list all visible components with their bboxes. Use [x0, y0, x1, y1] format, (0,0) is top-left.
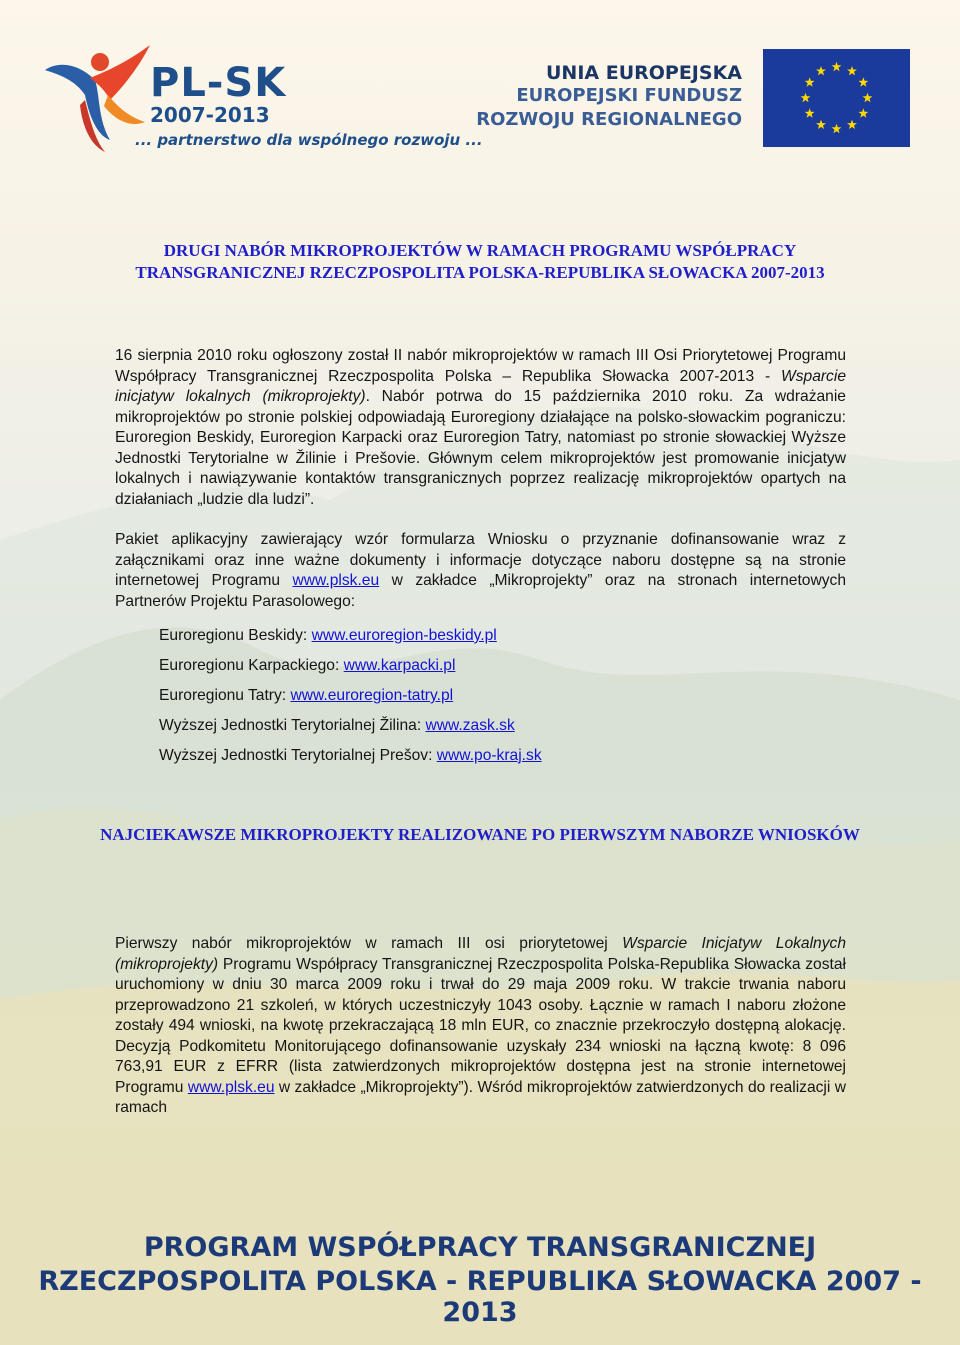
partner-label: Euroregionu Tatry:: [159, 687, 291, 704]
section-1-heading: DRUGI NABÓR MIKROPROJEKTÓW W RAMACH PROGRAMU WSPÓŁPRACY TRANSGRANICZNEJ RZECZPOSPOLITA POLSKA-REPUBLIKA SŁOWACKA 2007-2013: [135, 241, 825, 282]
partner-link-karpacki[interactable]: www.karpacki.pl: [343, 657, 456, 674]
eu-line-3: ROZWOJU REGIONALNEGO: [476, 109, 742, 130]
plsk-link[interactable]: www.plsk.eu: [292, 572, 380, 589]
paragraph-3: [115, 934, 846, 1119]
paragraph-3-text-c: w zakładce „Mikroprojekty”). Wśród mikroprojektów zatwierdzonych do realizacji w ramach: [115, 1078, 846, 1116]
partner-label: Wyższej Jednostki Terytorialnej Žilina:: [159, 717, 426, 734]
list-item: [159, 681, 542, 711]
paragraph-3-text-a: Pierwszy nabór mikroprojektów w ramach III osi priorytetowej: [115, 935, 623, 952]
partner-link-presov[interactable]: www.po-kraj.sk: [436, 747, 542, 764]
partner-label: Euroregionu Beskidy:: [159, 627, 312, 644]
partner-link-beskidy[interactable]: www.euroregion-beskidy.pl: [311, 627, 497, 644]
eu-line-1: UNIA EUROPEJSKA: [546, 62, 742, 84]
partners-list: [159, 621, 542, 771]
plsk-link-2[interactable]: www.plsk.eu: [187, 1078, 275, 1096]
partner-link-tatry[interactable]: www.euroregion-tatry.pl: [290, 687, 454, 704]
paragraph-2-text-b: w zakładce „Mikroprojekty” oraz na stronach internetowych Partnerów Projektu Parasolowego:: [115, 572, 847, 610]
footer-line-2: RZECZPOSPOLITA POLSKA - REPUBLIKA SŁOWACKA 2007 - 2013: [38, 1266, 922, 1328]
paragraph-1-text-a: 16 sierpnia 2010 roku ogłoszony został II nabór mikroprojektów w ramach III Osi Priorytetowej Programu Współpracy Transgranicznej Rzeczpospolita Polska – Republika Słowacka 2007-2013 -: [115, 347, 846, 385]
paragraph-3-text-b: Programu Współpracy Transgranicznej Rzeczpospolita Polska-Republika Słowacka został uruchomiony w dniu 30 marca 2009 roku i trwał do 29 maja 2009 roku. W trakcie trwania naboru przeprowadzono 21 szkoleń, w których uczestniczyły 1043 osoby. Łącznie w ramach I naboru złożone zostały 494 wnioski, na kwotę przekraczającą 18 mln EUR, co znacznie przekroczyło dostępną alokację. Decyzją Podkomitetu Monitorującego dofinansowanie uzyskały 234 wnioski na łączną kwotę: 8 096 763,91 EUR z EFRR (lista zatwierdzonych mikroprojektów dostępna jest na stronie internetowej Programu: [115, 955, 846, 1096]
logo-title: PL-SK: [150, 60, 287, 106]
partner-link-zilina[interactable]: www.zask.sk: [425, 717, 515, 734]
paragraph-1-emphasis: Wsparcie inicjatyw lokalnych (mikroprojekty): [115, 367, 846, 405]
partner-label: Euroregionu Karpackiego:: [159, 657, 344, 674]
paragraph-1-text-b: . Nabór potrwa do 15 października 2010 roku. Za wdrażanie mikroprojektów po stronie polskiej odpowiadają Euroregiony działające na polsko-słowackim pograniczu: Euroregion Beskidy, Euroregion Karpacki oraz Euroregion Tatry, natomiast po stronie słowackiej Wyższe Jednostki Terytorialne w Žilinie i Prešovie. Głównym celem mikroprojektów jest promowanie inicjatyw lokalnych i nawiązywanie kontaktów transgranicznych poprzez realizację mikroprojektów opartych na działaniach „ludzie dla ludzi”.: [115, 388, 846, 508]
list-item: [159, 651, 542, 681]
section-2-heading: NAJCIEKAWSZE MIKROPROJEKTY REALIZOWANE PO PIERWSZYM NABORZE WNIOSKÓW: [100, 825, 860, 844]
footer-line-1: PROGRAM WSPÓŁPRACY TRANSGRANICZNEJ: [143, 1232, 817, 1263]
paragraph-2-text-a: Pakiet aplikacyjny zawierający wzór formularza Wniosku o przyznanie dofinansowanie wraz z załącznikami oraz inne ważne dokumenty i informacje dotyczące naboru dostępne są na stronie internetowej Programu: [115, 531, 846, 589]
partner-label: Wyższej Jednostki Terytorialnej Prešov:: [159, 747, 437, 764]
list-item: [159, 741, 542, 771]
paragraph-2: [115, 530, 846, 612]
eu-fund-text: [476, 62, 742, 132]
eu-line-2: EUROPEJSKI FUNDUSZ: [516, 85, 742, 106]
list-item: [159, 711, 542, 741]
list-item: [159, 621, 542, 651]
logo-years: 2007-2013: [150, 103, 270, 127]
paragraph-1: [115, 346, 846, 510]
eu-flag-icon: [763, 49, 910, 147]
logo-tagline: ... partnerstwo dla wspólnego rozwoju ...: [135, 131, 483, 149]
paragraph-3-emphasis: Wsparcie Inicjatyw Lokalnych (mikroprojekty): [115, 935, 846, 973]
